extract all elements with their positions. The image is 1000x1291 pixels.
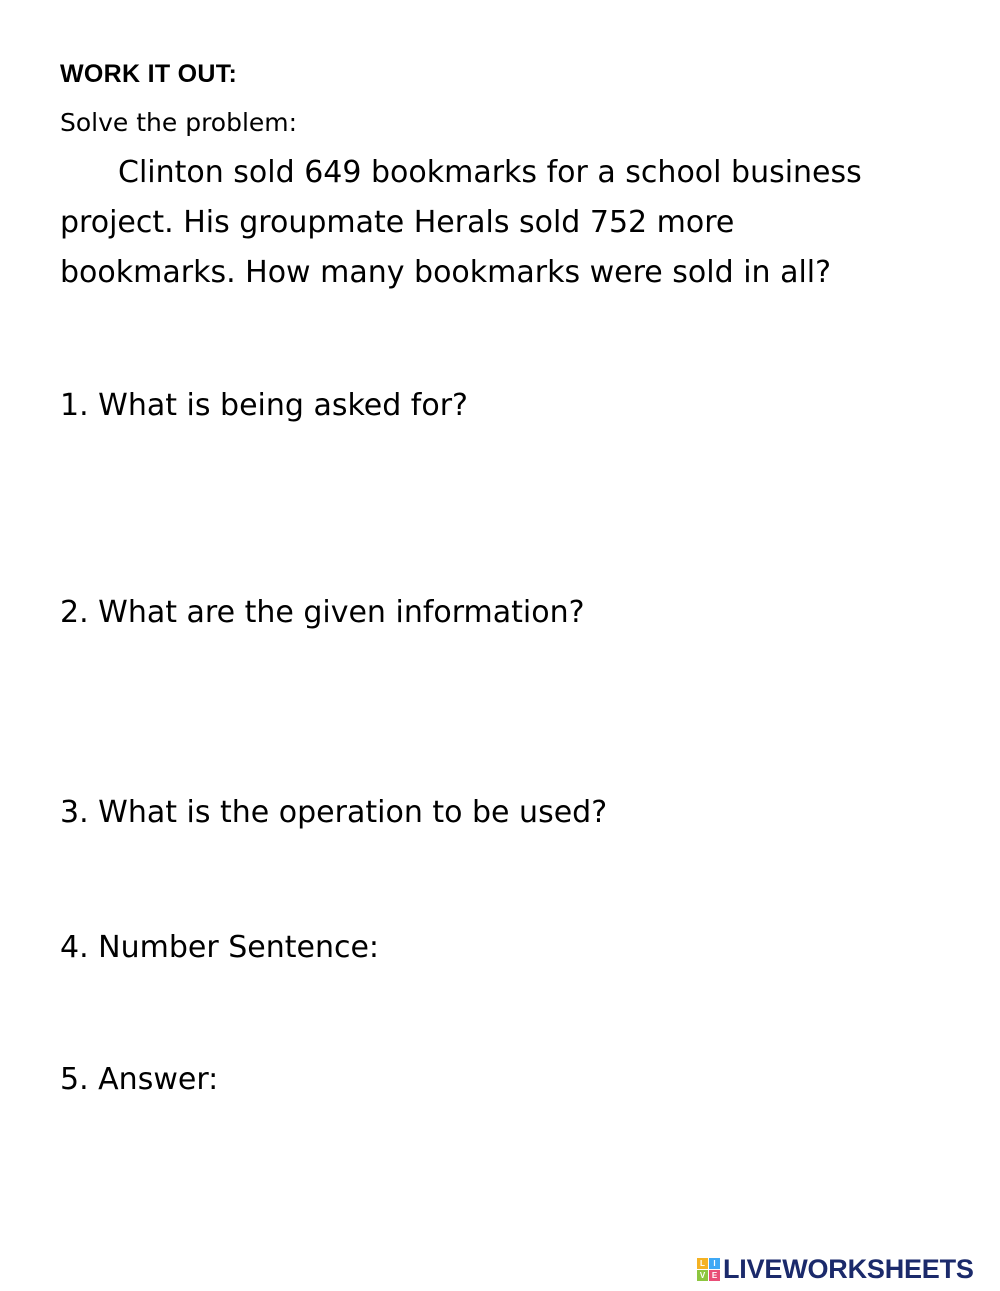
question-2: 2. What are the given information? <box>60 595 585 630</box>
liveworksheets-logo <box>697 1252 974 1286</box>
word-problem <box>60 148 960 298</box>
logo-letter-i: I <box>709 1258 720 1269</box>
question-3: 3. What is the operation to be used? <box>60 795 608 830</box>
worksheet-heading: WORK IT OUT: <box>60 60 238 88</box>
problem-line-3: bookmarks. How many bookmarks were sold in all? <box>60 255 832 290</box>
logo-letter-e: E <box>709 1270 720 1281</box>
question-4: 4. Number Sentence: <box>60 930 380 965</box>
question-1: 1. What is being asked for? <box>60 388 468 423</box>
logo-letter-v: V <box>697 1270 708 1281</box>
instruction-text: Solve the problem: <box>60 108 298 137</box>
logo-letter-l: L <box>697 1258 708 1269</box>
brand-name: LIVEWORKSHEETS <box>723 1253 974 1284</box>
problem-line-2: project. His groupmate Herals sold 752 more <box>60 205 735 240</box>
question-5: 5. Answer: <box>60 1062 219 1097</box>
liveworksheets-logo-icon <box>697 1258 720 1281</box>
problem-line-1: Clinton sold 649 bookmarks for a school business <box>118 155 862 190</box>
